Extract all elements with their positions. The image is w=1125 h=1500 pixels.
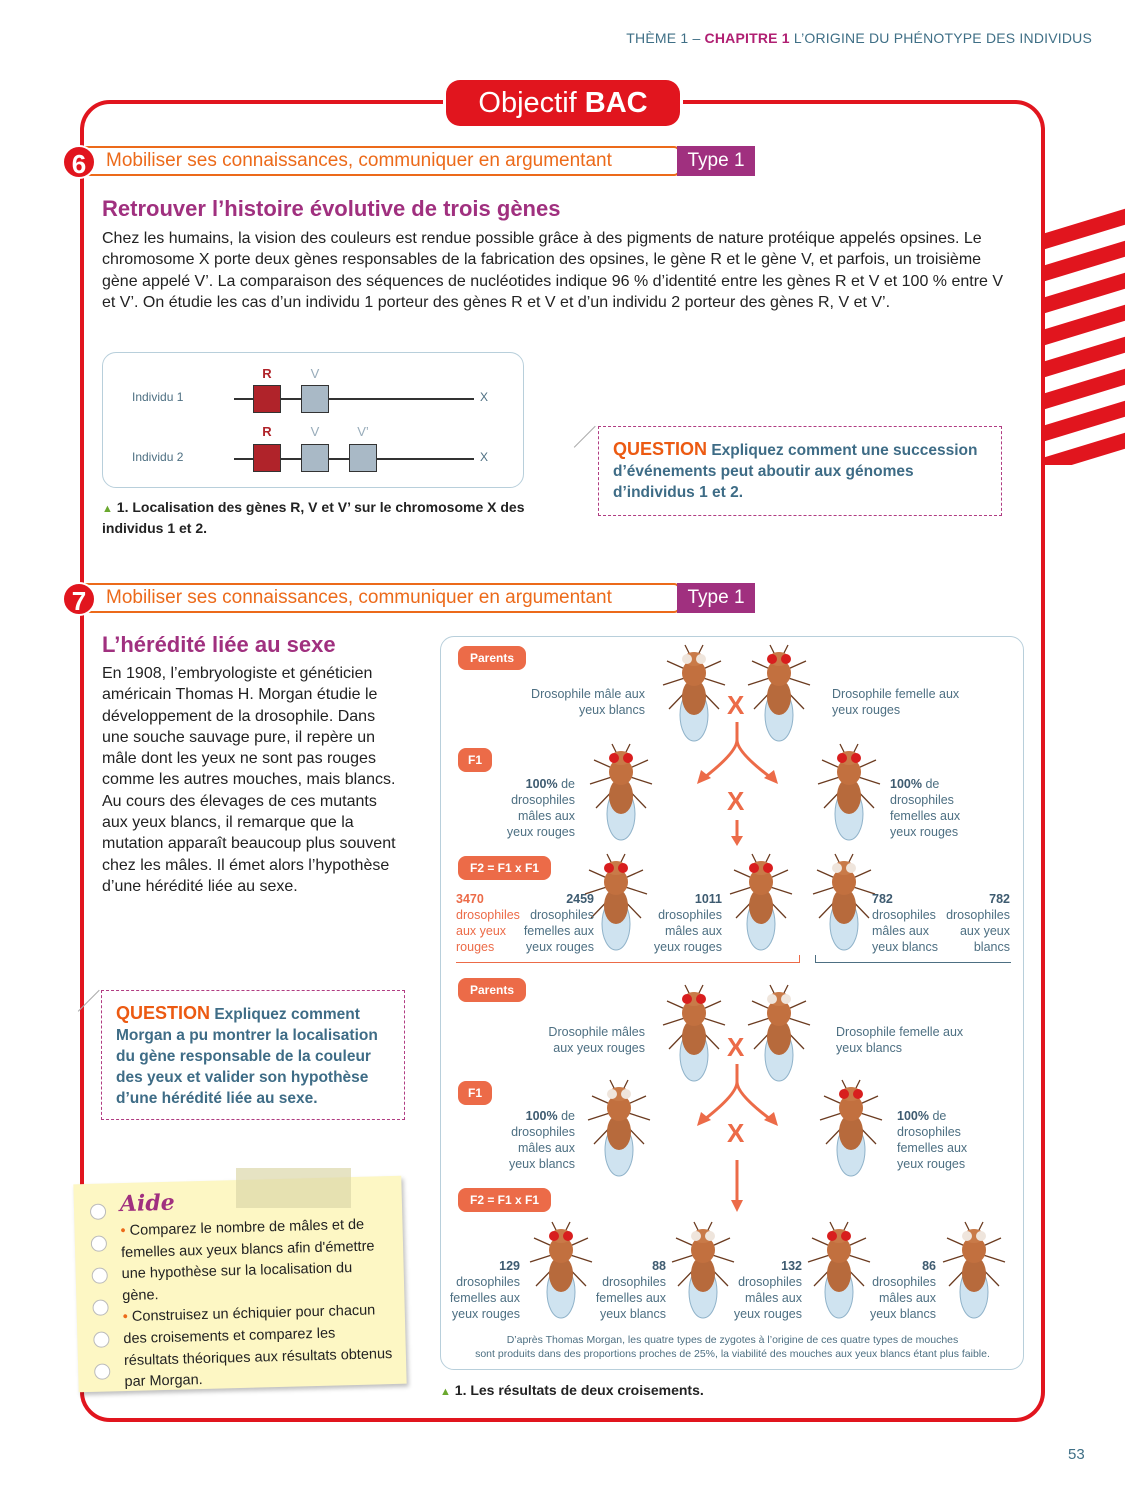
fly-red-eyes-icon [812,1078,890,1178]
exercise-number: 6 [62,145,96,179]
theme-label: THÈME 1 – [626,30,705,46]
exercise-6-title: Retrouver l’histoire évolutive de trois gènes [102,196,561,221]
down-arrow-icon [730,1160,744,1212]
objectif-bac-banner [446,80,680,126]
stage-pill-f1: F1 [458,748,492,772]
chromosome-x-label: X [480,450,489,464]
f2-result: 782 drosophiles mâles aux yeux blancs [872,892,939,954]
chapter-label: CHAPITRE 1 [704,30,790,46]
page-number: 53 [1068,1446,1085,1463]
gene-v-box [301,385,329,413]
aide-list [120,1214,394,1394]
aide-item: • Comparez le nombre de mâles et de femelles aux yeux blancs afin d'émettre une hypothèse sur la localisation du gène. [120,1216,375,1304]
cross-symbol: X [727,1118,745,1148]
exercise-7-title: L’hérédité liée au sexe [102,632,336,657]
exercise-6-paragraph: Chez les humains, la vision des couleurs est rendue possible grâce à des pigments de nature protéique appelés opsines. Le chromosome X porte deux gènes responsables de la fabrication des opsines, le gène R et le gène V, et parfois, un troisième gène appelé V’. La comparaison des séquences de nucléotides indique 96 % d’identité entre les gènes R et V et 100 % entre V et V’. On étudie les cas d’un individu 1 porteur des gènes R et V et d’un individu 2 porteur des gènes R, V et V’. [102,230,1004,311]
decorative-stripes [1043,190,1125,465]
question-label: QUESTION [613,439,708,459]
fly-red-eyes-icon [722,852,800,952]
exercise-type-badge: Type 1 [677,146,755,176]
fly-red-eyes-icon [810,742,888,842]
running-header [0,30,1092,46]
chromosome-x-label: X [480,390,489,404]
chapter-title: L’ORIGINE DU PHÉNOTYPE DES INDIVIDUS [789,30,1092,46]
f2-result: 86 drosophiles mâles aux yeux blancs [869,1259,936,1321]
gene-v-prime-box [349,444,377,472]
f2-result: 2459 drosophiles femelles aux yeux rouges [523,892,594,954]
gene-label-r: R [262,424,272,439]
exercise-type-badge: Type 1 [677,583,755,613]
individual-2-label: Individu 2 [132,450,184,464]
figure-caption-ex6: ▲ 1. Localisation des gènes R, V et V’ sur le chromosome X des individus 1 et 2. [102,499,525,536]
red-eyes-bracket [456,955,800,963]
exercise-skill: Mobiliser ses connaissances, communiquer en argumentant [84,146,680,176]
gene-label-v: V [310,424,320,439]
parent-right-label: Drosophile femelle aux yeux blancs [836,1025,964,1055]
aide-item: • Construisez un échiquier pour chacun des croisements et comparez les résultats théoriques aux résultats obtenus par Morgan. [122,1302,393,1391]
banner-prefix: Objectif [478,87,585,119]
cross-symbol: X [727,786,745,816]
question-text: Expliquez comment Morgan a pu montrer la localisation du gène responsable de la couleur des yeux et valider son hypothèse d’une hérédité liée au sexe. [116,1006,378,1107]
figure-footnote: D’après Thomas Morgan, les quatre types de zygotes à l’origine de ces quatre types de mouches sont produits dans des proportions proches de 25%, la viabilité des mouches aux yeux blancs étant plus faible. [475,1334,990,1360]
question-text: Expliquez comment une succession d’événements peut aboutir aux génomes d’individus 1 et 2. [613,442,978,501]
figure-caption-ex7: ▲ 1. Les résultats de deux croisements. [440,1382,704,1398]
gene-label-v-prime: V’ [357,424,369,439]
white-eyes-bracket [815,955,1011,963]
caption-triangle-icon: ▲ [102,503,113,515]
stage-pill-parents: Parents [458,978,526,1002]
f2-result: 132 drosophiles mâles aux yeux rouges [733,1259,802,1321]
fly-red-eyes-icon [522,1220,600,1320]
exercise-skill: Mobiliser ses connaissances, communiquer en argumentant [84,583,680,613]
gene-label-r: R [262,366,272,381]
cross-symbol: X [727,1032,745,1062]
stage-pill-parents: Parents [458,646,526,670]
gene-label-v: V [310,366,320,381]
parent-left-label: Drosophile mâle aux yeux blancs [531,687,645,717]
stage-pill-f1: F1 [458,1081,492,1105]
question-box-ex6 [598,426,1002,516]
f2-result: 1011 drosophiles mâles aux yeux rouges [653,892,722,954]
question-box-ex7 [101,990,405,1120]
f2-result: 129 drosophiles femelles aux yeux rouges [449,1259,520,1321]
f2-result: 3470 drosophiles aux yeux rouges [456,892,520,954]
fly-white-eyes-icon [580,1078,658,1178]
tape-decoration [236,1168,351,1208]
fly-white-eyes-icon [935,1220,1013,1320]
down-arrow-icon [730,820,744,846]
caption-triangle-icon: ▲ [440,1386,451,1398]
exercise-7-paragraph: En 1908, l’embryologiste et généticien américain Thomas H. Morgan étudie le développement de la drosophile. Dans une souche sauvage pure, il repère un mâle dont les yeux ne sont pas rouges comme les autres mouches, mais blancs. Au cours des élevages de ces mutants aux yeux blancs, il remarque que la mutation apparaît beaucoup plus souvent chez les mâles. Il émet alors l’hypothèse d’une hérédité liée au sexe. [102,665,396,895]
aide-note [73,1176,406,1393]
parent-left-label: Drosophile mâles aux yeux rouges [548,1025,645,1055]
parent-right-label: Drosophile femelle aux yeux rouges [832,687,960,717]
cross-arrows-icon [675,722,800,792]
cross-symbol: X [727,690,745,720]
f1-right-label: 100% de drosophiles femelles aux yeux rouges [897,1109,968,1171]
f1-right-label: 100% de drosophiles femelles aux yeux rouges [890,777,961,839]
question-label: QUESTION [116,1003,211,1023]
exercise-number: 7 [62,582,96,616]
aide-title: Aide [119,1189,176,1218]
gene-r-box [253,444,281,472]
gene-v-box [301,444,329,472]
f2-result: 88 drosophiles femelles aux yeux blancs [595,1259,666,1321]
f2-result: 782 drosophiles aux yeux blancs [946,892,1010,954]
banner-bold: BAC [584,87,648,119]
stage-pill-f2: F2 = F1 x F1 [458,856,551,880]
individual-1-label: Individu 1 [132,390,184,404]
gene-r-box [253,385,281,413]
stage-pill-f2: F2 = F1 x F1 [458,1188,551,1212]
fly-red-eyes-icon [582,742,660,842]
f1-left-label: 100% de drosophiles mâles aux yeux rouges [506,777,575,839]
f1-left-label: 100% de drosophiles mâles aux yeux blancs [508,1109,575,1171]
